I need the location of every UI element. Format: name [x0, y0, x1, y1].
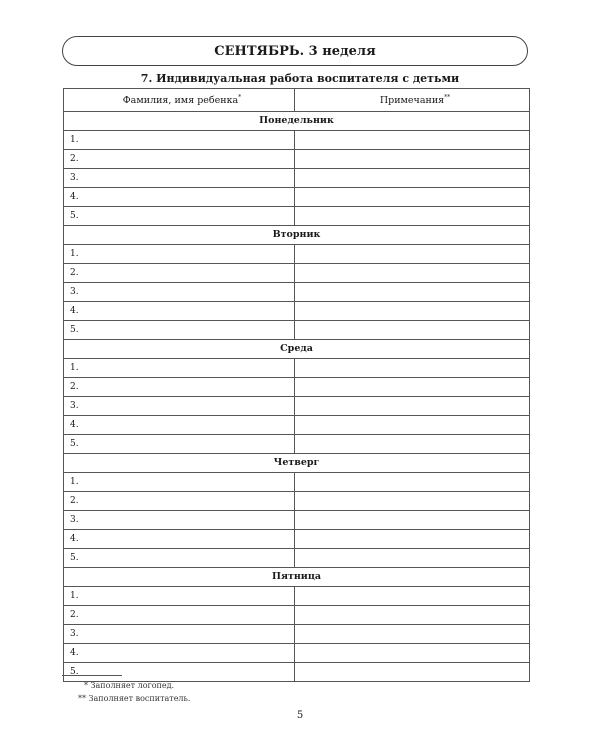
- table-header-row: [64, 89, 530, 112]
- day-row: [64, 226, 530, 245]
- child-name-cell[interactable]: 2.: [64, 264, 295, 283]
- table-row: [64, 302, 530, 321]
- footnote-2: ** Заполняет воспитатель.: [78, 694, 191, 703]
- notes-cell[interactable]: [295, 663, 530, 682]
- notes-cell[interactable]: [295, 131, 530, 150]
- child-name-cell[interactable]: 3.: [64, 397, 295, 416]
- child-name-cell[interactable]: 4.: [64, 188, 295, 207]
- footnote-mark-1: *: [238, 93, 242, 101]
- day-row: [64, 568, 530, 587]
- table-row: [64, 131, 530, 150]
- day-label: Понедельник: [64, 112, 530, 131]
- child-name-cell[interactable]: 5.: [64, 663, 295, 682]
- table-row: [64, 492, 530, 511]
- day-label: Четверг: [64, 454, 530, 473]
- child-name-cell[interactable]: 1.: [64, 473, 295, 492]
- child-name-cell[interactable]: 2.: [64, 492, 295, 511]
- column-header-notes: [295, 89, 530, 112]
- child-name-cell[interactable]: 4.: [64, 644, 295, 663]
- child-name-cell[interactable]: 5.: [64, 549, 295, 568]
- table-row: [64, 378, 530, 397]
- notes-cell[interactable]: [295, 530, 530, 549]
- column-header-notes-label: Примечания: [379, 94, 445, 106]
- notes-cell[interactable]: [295, 283, 530, 302]
- table-row: [64, 397, 530, 416]
- notes-cell[interactable]: [295, 188, 530, 207]
- child-name-cell[interactable]: 2.: [64, 378, 295, 397]
- work-table-container: [63, 88, 529, 677]
- table-row: [64, 549, 530, 568]
- table-row: [64, 473, 530, 492]
- child-name-cell[interactable]: 4.: [64, 530, 295, 549]
- table-row: [64, 606, 530, 625]
- notes-cell[interactable]: [295, 264, 530, 283]
- table-row: [64, 283, 530, 302]
- child-name-cell[interactable]: 5.: [64, 207, 295, 226]
- notes-cell[interactable]: [295, 378, 530, 397]
- table-row: [64, 416, 530, 435]
- column-header-child-name-label: Фамилия, имя ребенка: [122, 94, 239, 106]
- table-row: [64, 207, 530, 226]
- table-row: [64, 587, 530, 606]
- child-name-cell[interactable]: 1.: [64, 131, 295, 150]
- chapter-header: [62, 36, 528, 66]
- notes-cell[interactable]: [295, 302, 530, 321]
- notes-cell[interactable]: [295, 644, 530, 663]
- notes-cell[interactable]: [295, 511, 530, 530]
- notes-cell[interactable]: [295, 397, 530, 416]
- table-row: [64, 264, 530, 283]
- child-name-cell[interactable]: 3.: [64, 511, 295, 530]
- child-name-cell[interactable]: 3.: [64, 169, 295, 188]
- day-row: [64, 112, 530, 131]
- child-name-cell[interactable]: 1.: [64, 245, 295, 264]
- table-row: [64, 169, 530, 188]
- table-row: [64, 663, 530, 682]
- column-header-child-name: [64, 89, 295, 112]
- notes-cell[interactable]: [295, 473, 530, 492]
- child-name-cell[interactable]: 2.: [64, 606, 295, 625]
- day-label: Среда: [64, 340, 530, 359]
- child-name-cell[interactable]: 5.: [64, 321, 295, 340]
- footnote-divider: [62, 675, 122, 676]
- section-title: 7. Индивидуальная работа воспитателя с детьми: [140, 72, 460, 85]
- table-row: [64, 321, 530, 340]
- notes-cell[interactable]: [295, 245, 530, 264]
- table-body: [64, 112, 530, 682]
- notes-cell[interactable]: [295, 169, 530, 188]
- notes-cell[interactable]: [295, 416, 530, 435]
- table-row: [64, 530, 530, 549]
- day-row: [64, 454, 530, 473]
- child-name-cell[interactable]: 2.: [64, 150, 295, 169]
- child-name-cell[interactable]: 4.: [64, 416, 295, 435]
- notes-cell[interactable]: [295, 549, 530, 568]
- child-name-cell[interactable]: 5.: [64, 435, 295, 454]
- child-name-cell[interactable]: 3.: [64, 283, 295, 302]
- child-name-cell[interactable]: 1.: [64, 587, 295, 606]
- notes-cell[interactable]: [295, 625, 530, 644]
- notes-cell[interactable]: [295, 207, 530, 226]
- notes-cell[interactable]: [295, 359, 530, 378]
- notes-cell[interactable]: [295, 435, 530, 454]
- chapter-title: СЕНТЯБРЬ. 3 неделя: [214, 43, 376, 59]
- notes-cell[interactable]: [295, 321, 530, 340]
- child-name-cell[interactable]: 4.: [64, 302, 295, 321]
- table-row: [64, 245, 530, 264]
- day-row: [64, 340, 530, 359]
- footnote-mark-2: **: [444, 93, 451, 101]
- table-row: [64, 625, 530, 644]
- notes-cell[interactable]: [295, 606, 530, 625]
- table-row: [64, 359, 530, 378]
- notes-cell[interactable]: [295, 492, 530, 511]
- page-number: 5: [296, 710, 304, 721]
- footnote-1: * Заполняет логопед.: [84, 681, 175, 690]
- day-label: Пятница: [64, 568, 530, 587]
- day-label: Вторник: [64, 226, 530, 245]
- table-row: [64, 150, 530, 169]
- child-name-cell[interactable]: 1.: [64, 359, 295, 378]
- table-row: [64, 188, 530, 207]
- table-row: [64, 435, 530, 454]
- notes-cell[interactable]: [295, 587, 530, 606]
- work-table: [63, 88, 530, 682]
- table-row: [64, 644, 530, 663]
- table-row: [64, 511, 530, 530]
- notes-cell[interactable]: [295, 150, 530, 169]
- child-name-cell[interactable]: 3.: [64, 625, 295, 644]
